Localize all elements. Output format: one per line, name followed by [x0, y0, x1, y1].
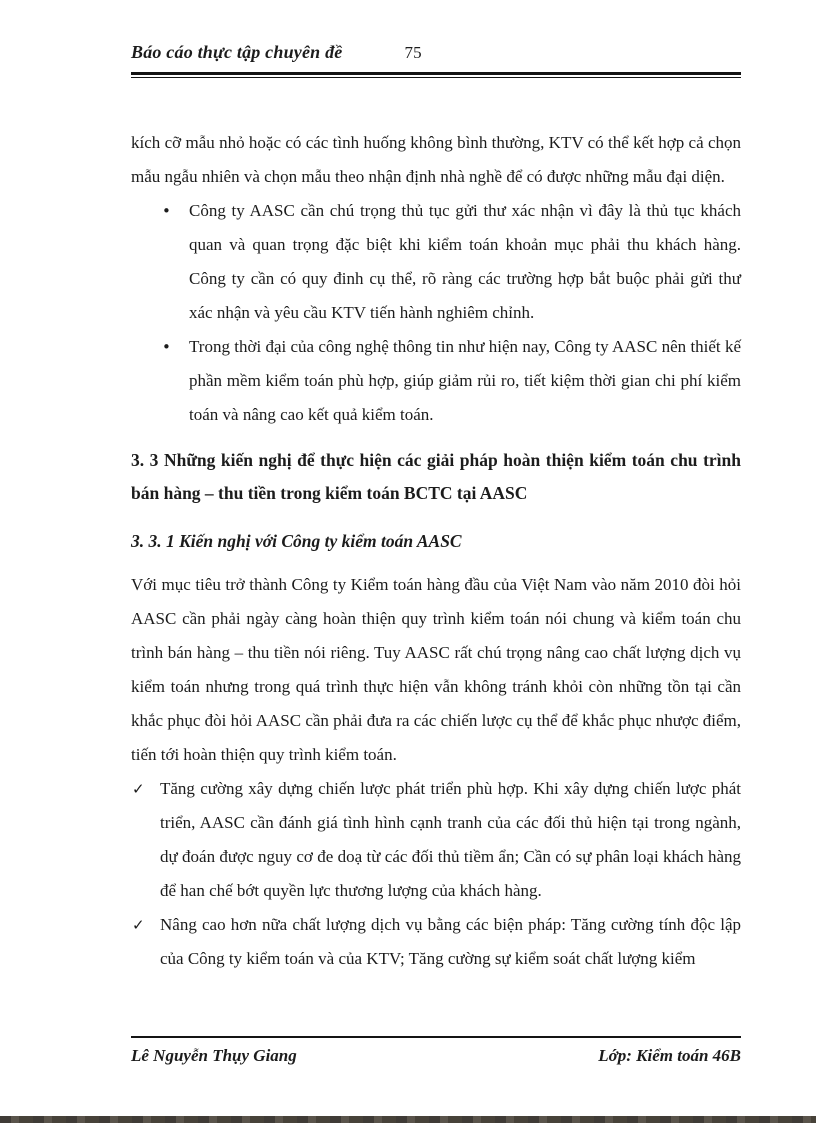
- paragraph-main: Với mục tiêu trở thành Công ty Kiểm toán hàng đầu của Việt Nam vào năm 2010 đòi hỏi AASC cần phải ngày càng hoàn thiện quy trình kiểm toán nói chung và kiểm toán chu trình bán hàng – thu tiền nói riêng. Tuy AASC rất chú trọng nâng cao chất lượng dịch vụ kiểm toán nhưng trong quá trình thực hiện vẫn không tránh khỏi còn những tồn tại cần khắc phục đòi hỏi AASC cần phải đưa ra các chiến lược cụ thể để khắc phục nhược điểm, tiến tới hoàn thiện quy trình kiểm toán.: [131, 575, 741, 764]
- bullet-icon: •: [162, 202, 171, 220]
- list-item: [131, 772, 741, 908]
- header-divider: [131, 72, 741, 78]
- footer-author: Lê Nguyễn Thụy Giang: [131, 1046, 297, 1065]
- paragraph-intro: kích cỡ mẫu nhỏ hoặc có các tình huống không bình thường, KTV có thể kết hợp cả chọn mẫu ngẫu nhiên và chọn mẫu theo nhận định nhà nghề để có được những mẫu đại diện.: [131, 133, 741, 186]
- list-item: [131, 908, 741, 976]
- page-body: [131, 126, 741, 976]
- list-item-text: Nâng cao hơn nữa chất lượng dịch vụ bằng các biện pháp: Tăng cường tính độc lập của Công ty kiểm toán và của KTV; Tăng cường sự kiểm soát chất lượng kiểm: [160, 915, 741, 968]
- section-heading: 3. 3 Những kiến nghị để thực hiện các giải pháp hoàn thiện kiểm toán chu trình bán hàng – thu tiền trong kiểm toán BCTC tại AASC: [131, 450, 741, 503]
- page-number: 75: [404, 43, 422, 62]
- check-icon: ✓: [132, 780, 145, 798]
- footer-class: Lớp: Kiểm toán 46B: [598, 1046, 741, 1065]
- header-title: Báo cáo thực tập chuyên đề: [131, 42, 343, 62]
- scan-edge-artifact: [0, 1116, 816, 1123]
- list-item-text: Trong thời đại của công nghệ thông tin như hiện nay, Công ty AASC nên thiết kế phần mềm kiểm toán phù hợp, giúp giảm rủi ro, tiết kiệm thời gian chi phí kiểm toán và nâng cao kết quả kiểm toán.: [189, 337, 741, 424]
- check-list: [131, 772, 741, 976]
- subsection-heading: 3. 3. 1 Kiến nghị với Công ty kiểm toán AASC: [131, 531, 462, 551]
- check-icon: ✓: [132, 916, 145, 934]
- page-header: [131, 42, 741, 78]
- bullet-list: [131, 194, 741, 432]
- list-item: [131, 330, 741, 432]
- list-item-text: Công ty AASC cần chú trọng thủ tục gửi thư xác nhận vì đây là thủ tục khách quan và quan trọng đặc biệt khi kiểm toán khoản mục phải thu khách hàng. Công ty cần có quy đinh cụ thể, rõ ràng các trường hợp bắt buộc phải gửi thư xác nhận và yêu cầu KTV tiến hành nghiêm chỉnh.: [189, 201, 741, 322]
- bullet-icon: •: [162, 338, 171, 356]
- list-item-text: Tăng cường xây dựng chiến lược phát triển phù hợp. Khi xây dựng chiến lược phát triển, AASC cần đánh giá tình hình cạnh tranh của các đối thủ hiện tại trong ngành, dự đoán được nguy cơ đe doạ từ các đối thủ tiềm ẩn; Cần có sự phân loại khách hàng để han chế bớt quyền lực thương lượng của khách hàng.: [160, 779, 741, 900]
- page-footer: [131, 1036, 741, 1066]
- list-item: [131, 194, 741, 330]
